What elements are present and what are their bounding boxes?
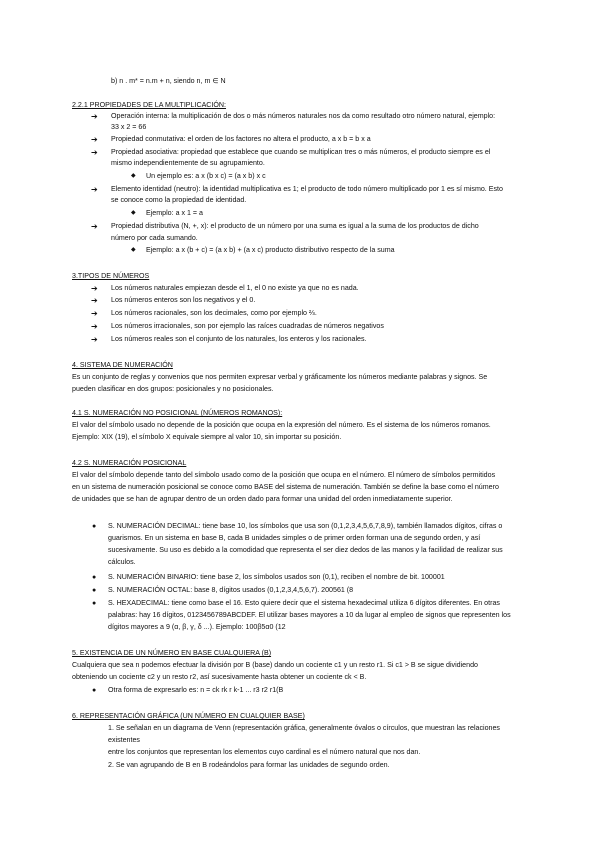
prop-3-line-2: mismo independientemente de su agrupamiento.	[111, 159, 265, 167]
arrow-bullet-icon: ➔	[91, 112, 98, 121]
prop-5-line-1: Propiedad distributiva (N, +, x): el producto de un número por una suma es igual a la suma de los productos de dicho	[111, 222, 479, 230]
decimal-line-4: cálculos.	[108, 558, 136, 566]
tipo-1: Los números naturales empiezan desde el 1, el 0 no existe ya que no es nada.	[111, 284, 359, 292]
bullet-dot-icon: ●	[92, 574, 97, 581]
prop-5-example: Ejemplo: a x (b + c) = (a x b) + (a x c) producto distributivo respecto de la suma	[146, 246, 395, 254]
s42-line-1: El valor del símbolo depende tanto del símbolo usado como de la posición que ocupa en el número. El número de símbolos permitidos	[72, 471, 496, 479]
tipo-2: Los números enteros son los negativos y el 0.	[111, 296, 256, 304]
tipo-4: Los números irracionales, son por ejemplo las raíces cuadradas de números negativos	[111, 322, 384, 330]
bullet-dot-icon: ●	[92, 523, 97, 530]
decimal-line-1: S. NUMERACIÓN DECIMAL: tiene base 10, los símbolos que usa son (0,1,2,3,4,5,6,7,8,9), también llamados dígitos, cifras o	[108, 522, 503, 530]
s5-line-1: Cualquiera que sea n podemos efectuar la división por B (base) dando un cociente c1 y un resto r1. Si c1 > B se sigue dividiendo	[72, 661, 478, 669]
section-4-title: 4. SISTEMA DE NUMERACIÓN	[72, 361, 173, 369]
s41-line-2: Ejemplo: XIX (19), el símbolo X equivale siempre al valor 10, sin importar su posición.	[72, 433, 342, 441]
section-221-title: 2.2.1 PROPIEDADES DE LA MULTIPLICACIÓN:	[72, 101, 227, 109]
s5-line-2: obteniendo un cociente c2 y un resto r2, así sucesivamente hasta obtener un cociente ck < B.	[72, 673, 367, 681]
s4-line-2: pueden clasificar en dos grupos: posicionales y no posicionales.	[72, 385, 274, 393]
s6-line-3: entre los conjuntos que representan los elementos cuyo cardinal es el número natural que nos dan.	[108, 748, 421, 756]
diamond-bullet-icon: ◆	[131, 210, 136, 216]
section-5-title: 5. EXISTENCIA DE UN NÚMERO EN BASE CUALQUIERA (B)	[72, 649, 272, 657]
arrow-bullet-icon: ➔	[91, 185, 98, 194]
prop-3-example: Un ejemplo es: a x (b x c) = (a x b) x c	[146, 172, 266, 180]
intro-line: b) n . m* = n.m + n, siendo n, m ∈ N	[111, 77, 226, 85]
hexa-line-1: S. HEXADECIMAL: tiene como base el 16. Esto quiere decir que el sistema hexadecimal utiliza 6 dígitos diferentes. En otras	[108, 599, 500, 607]
tipo-5: Los números reales son el conjunto de los naturales, los enteros y los racionales.	[111, 335, 367, 343]
arrow-bullet-icon: ➔	[91, 222, 98, 231]
section-42-title: 4.2 S. NUMERACIÓN POSICIONAL	[72, 459, 187, 467]
bullet-dot-icon: ●	[92, 587, 97, 594]
binario-line: S. NUMERACIÓN BINARIO: tiene base 2, los símbolos usados son (0,1), reciben el nombre de bit. 100001	[108, 573, 445, 581]
section-6-title: 6. REPRESENTACIÓN GRÁFICA (UN NÚMERO EN CUALQUIER BASE)	[72, 712, 305, 720]
s6-line-4: 2. Se van agrupando de B en B rodeándolos para formar las unidades de segundo orden.	[108, 761, 390, 769]
s6-line-2: existentes	[108, 736, 140, 744]
diamond-bullet-icon: ◆	[131, 173, 136, 179]
s42-line-3: de unidades que se han de agrupar dentro de un orden dado para formar una unidad del orden inmediatamente superior.	[72, 495, 453, 503]
octal-line: S. NUMERACIÓN OCTAL: base 8, dígitos usados (0,1,2,3,4,5,6,7). 200561 (8	[108, 586, 354, 594]
prop-5-line-2: número por cada sumando.	[111, 234, 198, 242]
tipo-3: Los números racionales, son los decimales, como por ejemplo ⅔.	[111, 309, 317, 317]
arrow-bullet-icon: ➔	[91, 284, 98, 293]
decimal-line-3: sucesivamente. Su uso es debido a la comodidad que representa el ser diez dedos de las manos y la facilidad de realizar sus	[108, 546, 503, 554]
bullet-dot-icon: ●	[92, 687, 97, 694]
s41-line-1: El valor del símbolo usado no depende de la posición que ocupa en la expresión del número. Es el sistema de los números romanos.	[72, 421, 491, 429]
section-41-title: 4.1 S. NUMERACIÓN NO POSICIONAL (NÚMEROS ROMANOS):	[72, 409, 283, 417]
prop-1-line-1: Operación interna: la multiplicación de dos o más números naturales nos da como resultado otro número natural, ejemplo:	[111, 112, 496, 120]
s4-line-1: Es un conjunto de reglas y convenios que nos permiten expresar verbal y gráficamente los números mediante palabras y signos. Se	[72, 373, 488, 381]
prop-3-line-1: Propiedad asociativa: propiedad que establece que cuando se multiplican tres o más números, el producto siempre es el	[111, 148, 491, 156]
arrow-bullet-icon: ➔	[91, 135, 98, 144]
decimal-line-2: guarismos. En un sistema en base B, cada B unidades simples o de primer orden forman una de segundo orden, y así	[108, 534, 481, 542]
prop-4-line-1: Elemento identidad (neutro): la identidad multiplicativa es 1; el producto de todo número multiplicado por 1 es sí mismo. Esto	[111, 185, 503, 193]
arrow-bullet-icon: ➔	[91, 296, 98, 305]
hexa-line-3: dígitos mayores a 9 (α, β, γ, δ ...). Ejemplo: 100β5α0 (12	[108, 623, 286, 631]
s5-bullet: Otra forma de expresarlo es: n = ck rk r k-1 ... r3 r2 r1(B	[108, 686, 284, 694]
arrow-bullet-icon: ➔	[91, 322, 98, 331]
arrow-bullet-icon: ➔	[91, 148, 98, 157]
arrow-bullet-icon: ➔	[91, 335, 98, 344]
arrow-bullet-icon: ➔	[91, 309, 98, 318]
prop-4-example: Ejemplo: a x 1 = a	[146, 209, 203, 217]
s6-line-1: 1. Se señalan en un diagrama de Venn (representación gráfica, generalmente óvalos o círculos, que muestran las relaciones	[108, 724, 500, 732]
prop-4-line-2: se conoce como la propiedad de identidad.	[111, 196, 247, 204]
prop-2-line-1: Propiedad conmutativa: el orden de los factores no altera el producto, a x b = b x a	[111, 135, 371, 143]
s42-line-2: en un sistema de numeración posicional se conoce como BASE del sistema de numeración. También se define la base como el número	[72, 483, 499, 491]
prop-1-line-2: 33 x 2 = 66	[111, 123, 147, 131]
diamond-bullet-icon: ◆	[131, 247, 136, 253]
hexa-line-2: palabras: hay 16 dígitos, 0123456789ABCDEF. El utilizar bases mayores a 10 da lugar al empleo de signos que representen los	[108, 611, 511, 619]
section-3-title: 3.TIPOS DE NÚMEROS	[72, 272, 150, 280]
bullet-dot-icon: ●	[92, 600, 97, 607]
